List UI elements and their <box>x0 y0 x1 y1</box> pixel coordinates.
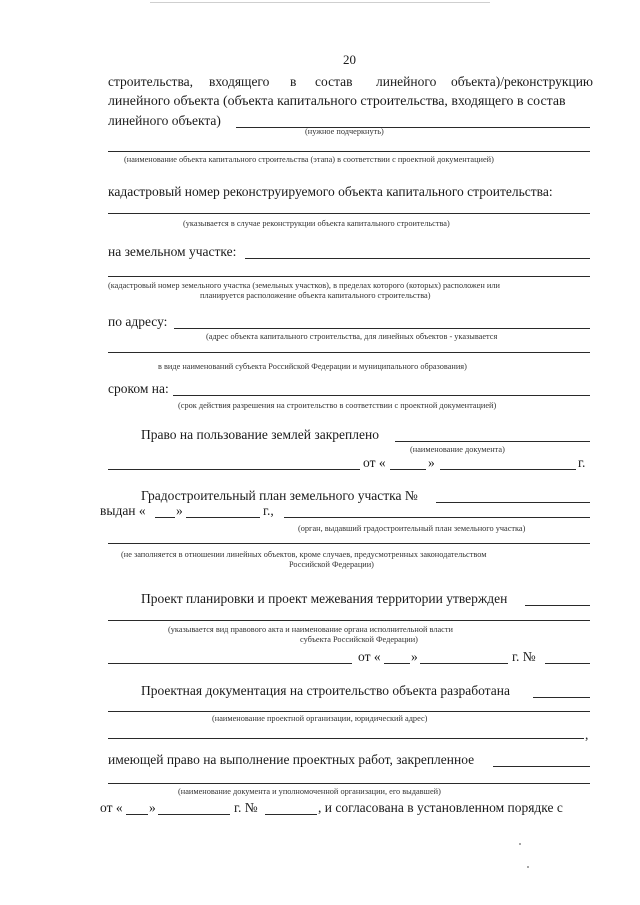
intro-word-6: объекта)/реконструкцию <box>451 74 594 89</box>
land-right-blank[interactable] <box>395 441 590 442</box>
hint-gpzu-1: (не заполняется в отношении линейных объектов, кроме случаев, предусмотренных законодательством <box>121 550 487 559</box>
hint-project-docs: (наименование проектной организации, юридический адрес) <box>212 714 428 723</box>
gpzu-month-blank[interactable] <box>186 517 260 518</box>
hint-planning-1: (указывается вид правового акта и наименование органа исполнительной власти <box>168 625 453 634</box>
design-right-blank-2[interactable] <box>108 783 590 784</box>
gpzu-label: Градостроительный план земельного участка № <box>141 488 418 503</box>
gpzu-year: г., <box>263 503 274 518</box>
land-right-from: от « <box>363 455 386 470</box>
term-label: сроком на: <box>108 381 169 396</box>
cadastral-label: кадастровый номер реконструируемого объекта капитального строительства: <box>108 184 553 199</box>
hint-address-2: в виде наименований субъекта Российской Федерации и муниципального образования) <box>158 362 467 371</box>
hint-term: (срок действия разрешения на строительство в соответствии с проектной документацией) <box>178 401 497 410</box>
address-blank-2[interactable] <box>108 352 590 353</box>
scan-edge-line <box>150 2 490 3</box>
design-right-tail: , и согласована в установленном порядке с <box>318 800 563 815</box>
address-label: по адресу: <box>108 314 168 329</box>
hint-gpzu-organ: (орган, выдавший градостроительный план земельного участка) <box>298 524 526 533</box>
design-right-from: от « <box>100 800 123 815</box>
design-right-year-no: г. № <box>234 800 258 815</box>
planning-day-blank[interactable] <box>384 663 410 664</box>
planning-act-blank[interactable] <box>108 663 352 664</box>
gpzu-issued-prefix: выдан « <box>100 503 146 518</box>
intro-word-3: в <box>290 74 297 89</box>
land-right-label: Право на пользование землей закреплено <box>141 427 379 442</box>
cadastral-number-blank[interactable] <box>108 213 590 214</box>
design-right-day-blank[interactable] <box>126 814 148 815</box>
page-number: 20 <box>343 52 356 67</box>
project-docs-label: Проектная документация на строительство объекта разработана <box>141 683 510 698</box>
hint-gpzu-2: Российской Федерации) <box>289 560 374 569</box>
project-docs-comma: , <box>585 727 589 742</box>
design-right-month-blank[interactable] <box>158 814 230 815</box>
hint-object-name: (наименование объекта капитального строительства (этапа) в соответствии с проектной документацией) <box>124 155 494 164</box>
address-blank-1[interactable] <box>174 328 590 329</box>
hint-land-plot-1: (кадастровый номер земельного участка (земельных участков), в пределах которого (которых) расположен или <box>108 281 500 290</box>
hint-address-1: (адрес объекта капитального строительства, для линейных объектов - указывается <box>206 332 498 341</box>
intro-word-4: состав <box>315 74 353 89</box>
project-docs-blank-1[interactable] <box>533 697 590 698</box>
land-plot-blank-2[interactable] <box>108 276 590 277</box>
object-name-blank[interactable] <box>108 151 590 152</box>
planning-label: Проект планировки и проект межевания территории утвержден <box>141 591 508 606</box>
design-right-quote-close: » <box>149 800 156 815</box>
design-right-blank-1[interactable] <box>493 766 590 767</box>
term-blank[interactable] <box>173 395 590 396</box>
hint-cadastral: (указывается в случае реконструкции объекта капитального строительства) <box>183 219 450 228</box>
hint-underline: (нужное подчеркнуть) <box>305 127 384 136</box>
planning-year-no: г. № <box>512 649 536 664</box>
gpzu-quote-close: » <box>176 503 183 518</box>
hint-design-right: (наименование документа и уполномоченной организации, его выдавшей) <box>178 787 441 796</box>
hint-land-right: (наименование документа) <box>410 445 505 454</box>
project-docs-blank-2[interactable] <box>108 711 590 712</box>
planning-number-blank[interactable] <box>545 663 590 664</box>
scan-speck <box>527 866 529 868</box>
intro-line-3: линейного объекта) <box>108 113 221 128</box>
land-right-doc-blank[interactable] <box>108 469 360 470</box>
planning-quote-close: » <box>411 649 418 664</box>
intro-word-5: линейного <box>376 74 437 89</box>
gpzu-day-blank[interactable] <box>155 517 175 518</box>
scan-speck <box>519 843 521 845</box>
land-plot-label: на земельном участке: <box>108 244 237 259</box>
hint-land-plot-2: планируется расположение объекта капитального строительства) <box>200 291 431 300</box>
land-right-year: г. <box>578 455 586 470</box>
land-right-quote-close: » <box>428 455 435 470</box>
land-plot-blank-1[interactable] <box>245 258 590 259</box>
intro-word-2: входящего <box>209 74 270 89</box>
planning-blank-2[interactable] <box>108 620 590 621</box>
object-type-blank[interactable] <box>236 127 590 128</box>
intro-word-1: строительства, <box>108 74 194 89</box>
intro-line-2: линейного объекта (объекта капитального строительства, входящего в состав <box>108 94 566 109</box>
gpzu-number-blank[interactable] <box>436 502 590 503</box>
hint-planning-2: субъекта Российской Федерации) <box>300 635 418 644</box>
planning-from: от « <box>358 649 381 664</box>
design-right-label: имеющей право на выполнение проектных работ, закрепленное <box>108 752 475 767</box>
land-right-month-year-blank[interactable] <box>440 469 576 470</box>
project-docs-blank-3[interactable] <box>108 738 584 739</box>
planning-month-blank[interactable] <box>420 663 508 664</box>
design-right-number-blank[interactable] <box>265 814 317 815</box>
land-right-day-blank[interactable] <box>390 469 426 470</box>
gpzu-organ-blank[interactable] <box>284 517 590 518</box>
gpzu-extra-blank[interactable] <box>108 543 590 544</box>
planning-blank-1[interactable] <box>525 605 590 606</box>
